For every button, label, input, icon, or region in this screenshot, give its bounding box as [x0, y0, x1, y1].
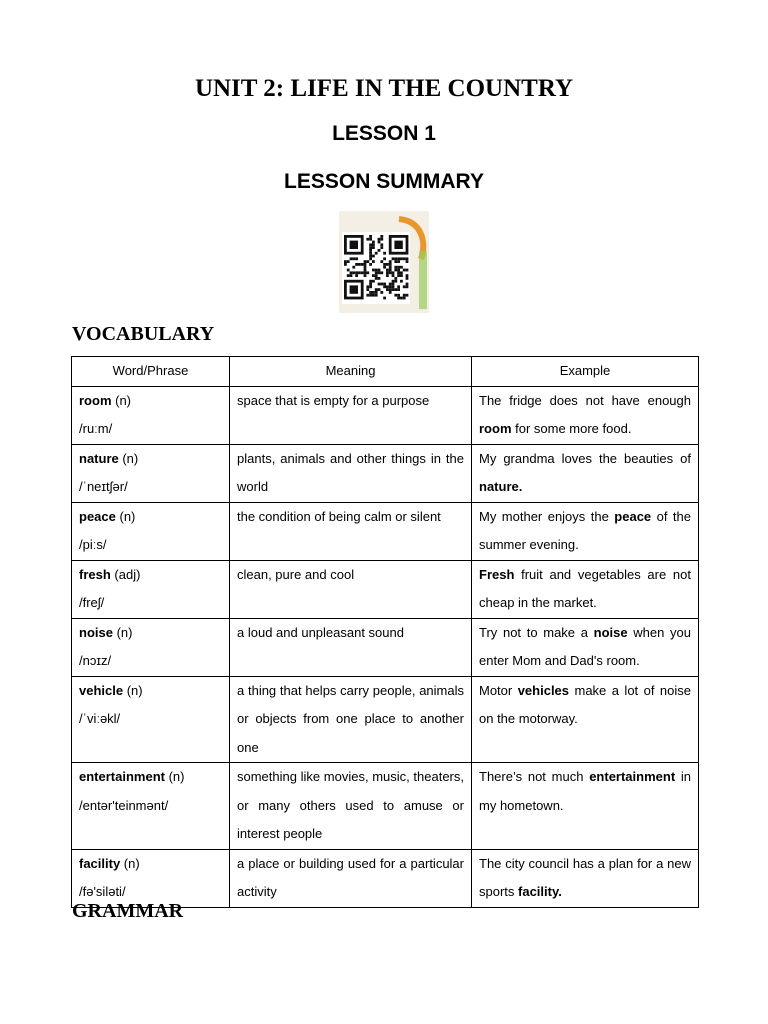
qr-module — [394, 266, 397, 269]
word-cell — [72, 763, 230, 850]
qr-module — [397, 269, 400, 272]
qr-module — [406, 257, 409, 260]
qr-module — [406, 269, 409, 272]
meaning-cell: space that is empty for a purpose — [230, 386, 472, 444]
word-pronunciation: /entər'teinmənt/ — [79, 797, 169, 813]
table-row — [72, 386, 699, 444]
qr-module — [366, 271, 369, 274]
qr-module — [378, 238, 381, 241]
qr-module — [400, 266, 403, 269]
example-highlight: entertainment — [589, 769, 676, 784]
vocabulary-table — [71, 356, 699, 908]
example-text: of the summer evening. — [479, 508, 692, 552]
word-term: facility — [79, 855, 121, 871]
qr-module — [389, 263, 392, 266]
qr-module — [352, 257, 355, 260]
word-term: room — [79, 392, 112, 408]
example-text: Try not to make a — [479, 624, 594, 640]
table-header-row — [72, 357, 699, 387]
word-term: entertainment — [79, 769, 165, 784]
qr-module — [375, 269, 378, 272]
word-cell — [72, 676, 230, 763]
meaning-cell: a thing that helps carry people, animals or objects from one place to another one — [230, 676, 472, 763]
table-row — [72, 763, 699, 850]
table-row — [72, 618, 699, 676]
qr-module — [369, 285, 372, 288]
qr-module — [389, 260, 392, 263]
word-part-of-speech: (n) — [123, 682, 143, 698]
qr-module — [406, 274, 409, 277]
qr-module — [392, 271, 395, 274]
word-cell — [72, 560, 230, 618]
qr-module — [355, 263, 358, 266]
qr-module — [366, 238, 369, 241]
qr-module — [378, 277, 381, 280]
qr-module — [406, 260, 409, 263]
qr-module — [364, 266, 367, 269]
meaning-cell: plants, animals and other things in the world — [230, 444, 472, 502]
qr-module — [344, 260, 347, 263]
example-highlight: noise — [593, 624, 628, 640]
qr-module — [380, 283, 383, 286]
qr-module — [380, 260, 383, 263]
word-term: noise — [79, 624, 113, 640]
qr-module — [392, 283, 395, 286]
qr-module — [386, 285, 389, 288]
meaning-cell: something like movies, music, theaters, or many others used to amuse or interest people — [230, 763, 472, 850]
qr-module — [369, 235, 372, 238]
word-term: nature — [79, 450, 119, 466]
qr-code-graphic — [339, 211, 429, 313]
qr-module — [355, 257, 358, 260]
qr-module — [378, 249, 381, 252]
qr-finder — [394, 241, 402, 249]
qr-module — [372, 280, 375, 283]
qr-module — [372, 246, 375, 249]
word-term: vehicle — [79, 682, 124, 698]
example-cell — [472, 560, 699, 618]
qr-module — [375, 271, 378, 274]
qr-module — [383, 257, 386, 260]
meaning-cell: a place or building used for a particular activity — [230, 849, 472, 907]
qr-module — [369, 252, 372, 255]
qr-module — [383, 252, 386, 255]
qr-module — [383, 283, 386, 286]
qr-module — [397, 274, 400, 277]
qr-module — [394, 280, 397, 283]
word-part-of-speech: (adj) — [110, 566, 141, 582]
qr-module — [369, 249, 372, 252]
qr-module — [350, 257, 353, 260]
word-part-of-speech: (n) — [118, 450, 139, 466]
qr-module — [344, 263, 347, 266]
qr-module — [394, 269, 397, 272]
qr-module — [358, 271, 361, 274]
qr-module — [372, 243, 375, 246]
example-cell — [472, 444, 699, 502]
qr-module — [378, 241, 381, 244]
qr-module — [352, 266, 355, 269]
qr-module — [380, 243, 383, 246]
table-row — [72, 502, 699, 560]
word-part-of-speech: (n) — [115, 508, 136, 524]
qr-module — [389, 283, 392, 286]
qr-module — [372, 294, 375, 297]
meaning-cell: clean, pure and cool — [230, 560, 472, 618]
qr-module — [397, 294, 400, 297]
qr-module — [366, 294, 369, 297]
example-text: The city council has a plan for a new sports — [479, 855, 691, 899]
column-header-example: Example — [472, 357, 699, 387]
qr-module — [347, 269, 350, 272]
qr-decoration — [419, 251, 427, 309]
qr-module — [403, 297, 406, 300]
column-header-word: Word/Phrase — [72, 357, 230, 387]
qr-module — [397, 288, 400, 291]
qr-module — [364, 269, 367, 272]
qr-finder — [350, 241, 358, 249]
example-text: fruit and vegetables are not cheap in the market. — [479, 566, 691, 610]
qr-module — [386, 288, 389, 291]
word-pronunciation: /freʃ/ — [79, 595, 105, 610]
qr-module — [406, 277, 409, 280]
qr-module — [375, 288, 378, 291]
example-text: for some more food. — [511, 421, 632, 436]
example-highlight: nature. — [479, 479, 523, 494]
lesson-summary-title: LESSON SUMMARY — [284, 170, 484, 193]
qr-module — [394, 260, 397, 263]
qr-module — [406, 283, 409, 286]
qr-module — [394, 257, 397, 260]
qr-module — [372, 291, 375, 294]
qr-module — [366, 260, 369, 263]
example-cell — [472, 502, 699, 560]
qr-module — [403, 269, 406, 272]
qr-module — [369, 291, 372, 294]
qr-module — [369, 294, 372, 297]
meaning-cell: a loud and unpleasant sound — [230, 618, 472, 676]
word-pronunciation: /nɔɪz/ — [79, 653, 112, 668]
qr-module — [403, 294, 406, 297]
example-highlight: vehicles — [517, 682, 570, 698]
example-cell — [472, 849, 699, 907]
qr-module — [397, 266, 400, 269]
qr-module — [386, 263, 389, 266]
example-highlight: Fresh — [479, 566, 515, 582]
qr-module — [394, 288, 397, 291]
qr-module — [372, 255, 375, 258]
qr-module — [369, 243, 372, 246]
word-pronunciation: /ˈneɪtʃər/ — [79, 479, 128, 494]
word-part-of-speech: (n) — [111, 392, 131, 408]
example-cell — [472, 676, 699, 763]
qr-module — [397, 260, 400, 263]
example-text: Motor — [479, 682, 518, 698]
qr-module — [378, 271, 381, 274]
word-pronunciation: /piːs/ — [79, 537, 107, 552]
qr-module — [372, 274, 375, 277]
word-pronunciation: /ruːm/ — [79, 421, 113, 436]
qr-module — [383, 297, 386, 300]
qr-module — [355, 271, 358, 274]
word-cell — [72, 386, 230, 444]
qr-module — [378, 269, 381, 272]
example-text: make a lot of noise on the motorway. — [479, 682, 692, 726]
example-text: The fridge does not have enough — [479, 392, 691, 408]
word-part-of-speech: (n) — [164, 769, 185, 784]
example-cell — [472, 618, 699, 676]
qr-module — [386, 271, 389, 274]
qr-module — [392, 285, 395, 288]
qr-module — [389, 271, 392, 274]
qr-module — [383, 285, 386, 288]
qr-module — [403, 285, 406, 288]
qr-module — [389, 269, 392, 272]
qr-module — [400, 257, 403, 260]
qr-module — [358, 263, 361, 266]
grammar-heading: GRAMMAR — [72, 900, 184, 922]
qr-module — [383, 263, 386, 266]
qr-module — [380, 271, 383, 274]
example-cell — [472, 386, 699, 444]
word-part-of-speech: (n) — [120, 855, 140, 871]
qr-module — [372, 241, 375, 244]
example-highlight: peace — [614, 508, 652, 524]
unit-title: UNIT 2: LIFE IN THE COUNTRY — [194, 75, 574, 102]
qr-module — [389, 285, 392, 288]
qr-module — [375, 274, 378, 277]
example-text: My grandma loves the beauties of — [479, 450, 691, 466]
qr-module — [406, 285, 409, 288]
qr-module — [392, 257, 395, 260]
qr-module — [372, 269, 375, 272]
qr-module — [375, 277, 378, 280]
qr-module — [369, 263, 372, 266]
example-text: My mother enjoys the — [479, 508, 615, 524]
table-row — [72, 560, 699, 618]
qr-module — [392, 274, 395, 277]
qr-module — [369, 255, 372, 258]
qr-module — [375, 294, 378, 297]
table-row — [72, 676, 699, 763]
qr-module — [380, 291, 383, 294]
qr-module — [364, 263, 367, 266]
qr-module — [366, 285, 369, 288]
qr-module — [400, 271, 403, 274]
word-cell — [72, 502, 230, 560]
qr-module — [394, 277, 397, 280]
qr-module — [397, 257, 400, 260]
qr-module — [397, 285, 400, 288]
qr-module — [369, 238, 372, 241]
qr-module — [352, 271, 355, 274]
qr-module — [403, 257, 406, 260]
qr-module — [380, 235, 383, 238]
qr-module — [372, 260, 375, 263]
qr-module — [397, 271, 400, 274]
qr-finder — [350, 285, 358, 293]
qr-module — [355, 274, 358, 277]
example-cell — [472, 763, 699, 850]
qr-module — [364, 274, 367, 277]
qr-module — [369, 246, 372, 249]
qr-module — [364, 271, 367, 274]
qr-module — [389, 266, 392, 269]
qr-module — [361, 263, 364, 266]
word-term: fresh — [79, 566, 111, 582]
example-text: when you enter Mom and Dad's room. — [479, 624, 692, 668]
qr-module — [386, 274, 389, 277]
qr-module — [394, 294, 397, 297]
qr-module — [389, 288, 392, 291]
qr-module — [378, 288, 381, 291]
qr-module — [386, 269, 389, 272]
column-header-meaning: Meaning — [230, 357, 472, 387]
example-text: in my hometown. — [479, 769, 692, 813]
word-pronunciation: /fə'siləti/ — [79, 884, 126, 899]
word-part-of-speech: (n) — [112, 624, 133, 640]
qr-module — [375, 252, 378, 255]
qr-module — [400, 274, 403, 277]
qr-module — [397, 297, 400, 300]
qr-module — [380, 246, 383, 249]
qr-module — [400, 297, 403, 300]
example-text: There’s not much — [479, 769, 590, 784]
word-pronunciation: /ˈviːəkl/ — [79, 711, 121, 726]
meaning-cell: the condition of being calm or silent — [230, 502, 472, 560]
qr-module — [375, 291, 378, 294]
qr-module — [350, 271, 353, 274]
qr-module — [400, 280, 403, 283]
vocabulary-heading: VOCABULARY — [72, 323, 215, 345]
qr-module — [350, 274, 353, 277]
qr-module — [380, 238, 383, 241]
lesson-title: LESSON 1 — [332, 122, 436, 145]
word-term: peace — [79, 508, 116, 524]
word-cell — [72, 618, 230, 676]
qr-module — [392, 280, 395, 283]
qr-module — [369, 280, 372, 283]
qr-module — [378, 283, 381, 286]
table-row — [72, 444, 699, 502]
qr-module — [389, 291, 392, 294]
qr-module — [383, 266, 386, 269]
qr-code-icon[interactable] — [339, 211, 429, 313]
qr-module — [347, 274, 350, 277]
example-highlight: room — [479, 421, 512, 436]
qr-module — [366, 288, 369, 291]
qr-module — [364, 260, 367, 263]
qr-module — [361, 271, 364, 274]
qr-module — [406, 294, 409, 297]
qr-module — [369, 257, 372, 260]
qr-module — [347, 260, 350, 263]
example-highlight: facility. — [518, 884, 562, 899]
word-cell — [72, 444, 230, 502]
qr-module — [392, 288, 395, 291]
qr-module — [369, 283, 372, 286]
